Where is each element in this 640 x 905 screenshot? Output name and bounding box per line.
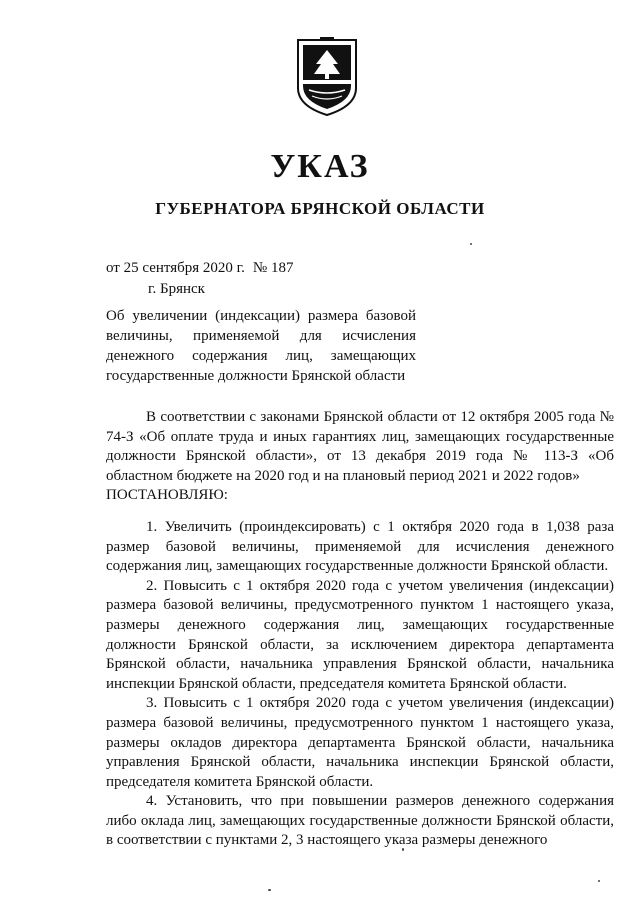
decree-city: г. Брянск bbox=[148, 281, 205, 297]
decree-word: ПОСТАНОВЛЯЮ: bbox=[106, 487, 228, 504]
scan-speck bbox=[470, 243, 472, 245]
scan-speck bbox=[598, 880, 600, 882]
subject-line: Об увеличении (индексации) размера базовой bbox=[106, 308, 416, 324]
scan-speck bbox=[402, 848, 404, 851]
coat-of-arms-icon bbox=[292, 36, 362, 118]
preamble-paragraph: В соответствии с законами Брянской области от 12 октября 2005 года № 74-З «Об оплате труда и иных гарантиях лиц, замещающих государственные должности Брянской области», от 13 декабря 2019 года № 113-З «Об областном бюджете на 2020 год и на плановый период 2021 и 2022 годов» bbox=[106, 409, 614, 484]
decree-body bbox=[106, 408, 614, 851]
subject-line: денежного содержания лиц, замещающих bbox=[106, 348, 416, 364]
decree-subject bbox=[106, 306, 416, 386]
document-subtitle: ГУБЕРНАТОРА БРЯНСКОЙ ОБЛАСТИ bbox=[155, 199, 485, 218]
subject-line: величины, применяемой для исчисления bbox=[106, 328, 416, 344]
decree-date-line bbox=[106, 258, 293, 278]
document-title: УКАЗ bbox=[270, 148, 370, 185]
decree-item-3: 3. Повысить с 1 октября 2020 года с учетом увеличения (индексации) размера базовой величины, предусмотренного пунктом 1 настоящего указа, размеры окладов директора департамента Брянской области, начальника управления Брянской области, начальника инспекции Брянской области, председателя комитета Брянской области. bbox=[106, 695, 614, 790]
decree-date: от 25 сентября 2020 г. bbox=[106, 260, 245, 276]
decree-number: № 187 bbox=[252, 260, 294, 276]
decree-item-1: 1. Увеличить (проиндексировать) с 1 октября 2020 года в 1,038 раза размер базовой величины, применяемой для исчисления денежного содержания лиц, замещающих государственные должности Брянской области. bbox=[106, 518, 614, 575]
decree-item-4: 4. Установить, что при повышении размеров денежного содержания либо оклада лиц, замещающих государственные должности Брянской области, в соответствии с пунктами 2, 3 настоящего указа размеры денежного bbox=[106, 793, 614, 849]
scan-speck bbox=[268, 889, 271, 891]
subject-line: государственные должности Брянской области bbox=[106, 368, 406, 384]
decree-item-2: 2. Повысить с 1 октября 2020 года с учетом увеличения (индексации) размера базовой величины, предусмотренного пунктом 1 настоящего указа, размеры денежного содержания лиц, замещающих государственные должности Брянской области, за исключением директора департамента Брянской области, начальника управления Брянской области, начальника инспекции Брянской области, председателя комитета Брянской области. bbox=[106, 577, 614, 692]
